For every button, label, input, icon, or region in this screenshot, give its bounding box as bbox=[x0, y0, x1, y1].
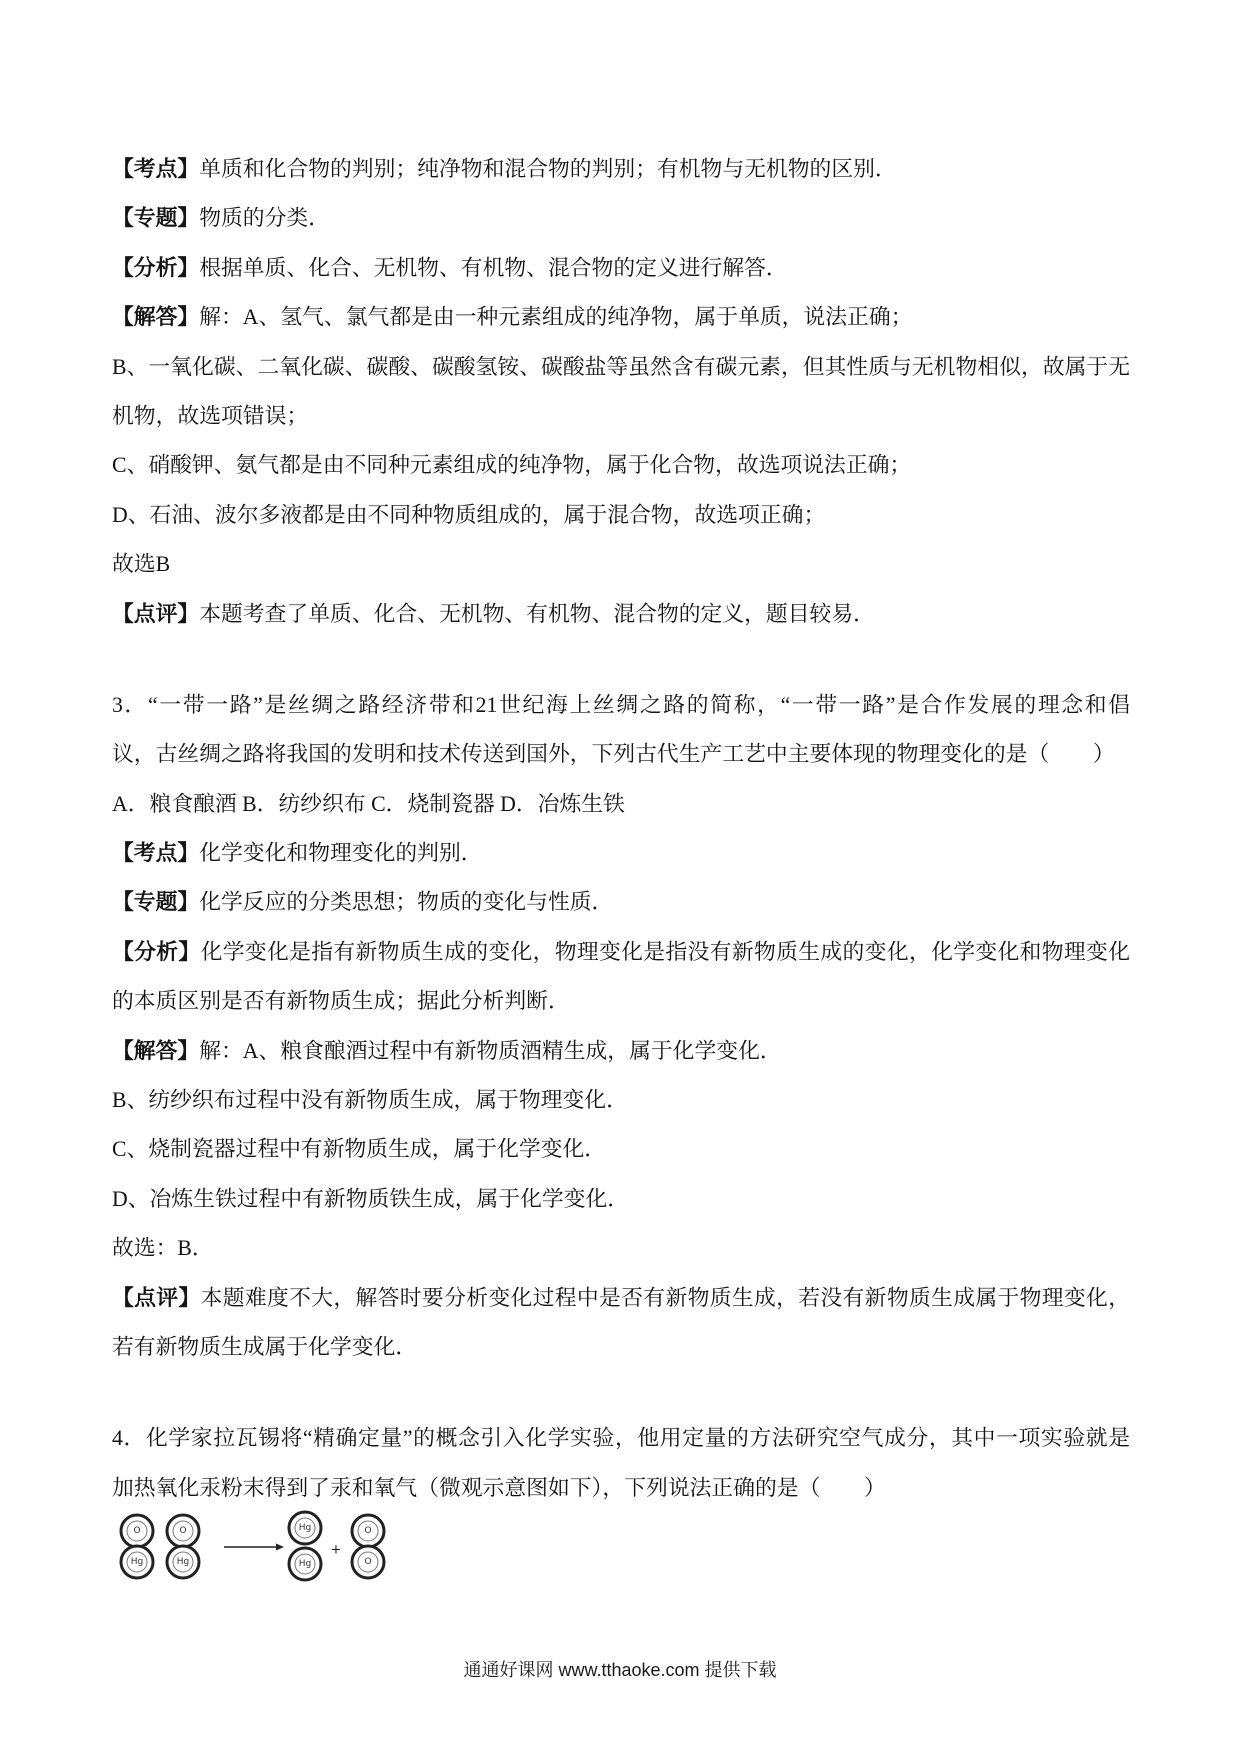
answer-label: 【解答】 bbox=[112, 305, 200, 330]
mercury-atom bbox=[289, 1548, 321, 1580]
q2-test-point bbox=[112, 145, 1130, 194]
plus-sign: + bbox=[330, 1542, 342, 1558]
oxygen-atom-label: O bbox=[364, 1526, 372, 1536]
comment-label: 【点评】 bbox=[112, 1285, 201, 1310]
comment-text: 本题考查了单质、化合、无机物、有机物、混合物的定义，题目较易． bbox=[199, 601, 875, 626]
q2-answer-line: B、一氧化碳、二氧化碳、碳酸、碳酸氢铵、碳酸盐等虽然含有碳元素，但其性质与无机物相似，故属于无 bbox=[112, 354, 1130, 379]
oxygen-atom-label: O bbox=[364, 1557, 372, 1567]
q3-answer-line bbox=[112, 1027, 1130, 1076]
q2-answer-line bbox=[112, 293, 1130, 342]
comment-label: 【点评】 bbox=[112, 601, 200, 626]
mercury-atom bbox=[289, 1512, 321, 1544]
mercury-atom-label: Hg bbox=[130, 1557, 144, 1567]
test-point-label: 【考点】 bbox=[112, 841, 200, 866]
mercury-oxide-molecule bbox=[121, 1515, 153, 1578]
q2-answer-line: D、石油、波尔多液都是由不同种物质组成的，属于混合物，故选项正确； bbox=[112, 502, 826, 527]
q3-analysis bbox=[112, 928, 1130, 977]
test-point-text: 化学变化和物理变化的判别． bbox=[199, 841, 483, 866]
oxygen-molecule bbox=[352, 1515, 384, 1578]
topic-label: 【专题】 bbox=[112, 206, 200, 231]
analysis-label: 【分析】 bbox=[112, 255, 200, 280]
q2-solution bbox=[112, 145, 1130, 639]
q2-answer-line: C、硝酸钾、氨气都是由不同种元素组成的纯净物，属于化合物，故选项说法正确； bbox=[112, 453, 912, 478]
q3-choice: 故选：B． bbox=[112, 1236, 214, 1261]
q3 bbox=[112, 681, 1130, 1372]
q3-topic bbox=[112, 878, 1130, 927]
q3-analysis-line: 的本质区别是否有新物质生成；据此分析判断． bbox=[112, 989, 570, 1014]
q3-comment bbox=[112, 1274, 1130, 1323]
mercury-atom-label: Hg bbox=[176, 1557, 190, 1567]
document-body bbox=[112, 145, 1130, 1513]
q2-choice: 故选B bbox=[112, 552, 171, 577]
q3-answer-line: C、烧制瓷器过程中有新物质生成，属于化学变化． bbox=[112, 1137, 607, 1162]
q3-test-point bbox=[112, 829, 1130, 878]
q3-stem-line: 议，古丝绸之路将我国的发明和技术传送到国外，下列古代生产工艺中主要体现的物理变化的是（ ） bbox=[112, 742, 1115, 767]
q2-analysis bbox=[112, 244, 1130, 293]
q4-stem-line: 加热氧化汞粉末得到了汞和氧气（微观示意图如下），下列说法正确的是（ ） bbox=[112, 1475, 886, 1500]
q3-options: A．粮食酿酒 B．纺纱织布 C．烧制瓷器 D．冶炼生铁 bbox=[112, 791, 625, 816]
test-point-text: 单质和化合物的判别；纯净物和混合物的判别；有机物与无机物的区别． bbox=[199, 157, 897, 181]
comment-text: 本题难度不大，解答时要分析变化过程中是否有新物质生成，若没有新物质生成属于物理变化， bbox=[200, 1285, 1130, 1310]
q3-answer-line: D、冶炼生铁过程中有新物质铁生成，属于化学变化． bbox=[112, 1186, 630, 1211]
mercury-atom-label: Hg bbox=[298, 1559, 312, 1569]
q3-stem-line: 3．“一带一路”是丝绸之路经济带和21世纪海上丝绸之路的简称，“一带一路”是合作发展的理念和倡 bbox=[112, 692, 1130, 717]
analysis-text: 化学变化是指有新物质生成的变化，物理变化是指没有新物质生成的变化，化学变化和物理变化 bbox=[200, 939, 1130, 964]
topic-text: 物质的分类． bbox=[199, 206, 330, 231]
q2-topic bbox=[112, 194, 1130, 243]
analysis-text: 根据单质、化合、无机物、有机物、混合物的定义进行解答． bbox=[199, 255, 788, 280]
analysis-label: 【分析】 bbox=[112, 939, 201, 964]
reaction-diagram bbox=[100, 1500, 430, 1590]
q4-stem-line: 4．化学家拉瓦锡将“精确定量”的概念引入化学实验，他用定量的方法研究空气成分，其中一项实验就是 bbox=[112, 1426, 1130, 1451]
topic-label: 【专题】 bbox=[112, 890, 200, 915]
mercury-oxide-molecule bbox=[167, 1515, 199, 1578]
oxygen-atom-label: O bbox=[133, 1526, 141, 1536]
q2-answer-line: 机物，故选项错误； bbox=[112, 403, 309, 428]
mercury-atom-label: Hg bbox=[298, 1523, 312, 1533]
answer-text: 解：A、氢气、氯气都是由一种元素组成的纯净物，属于单质，说法正确； bbox=[199, 305, 913, 330]
q2-comment bbox=[112, 590, 1130, 639]
q3-comment-line: 若有新物质生成属于化学变化． bbox=[112, 1334, 418, 1359]
test-point-label: 【考点】 bbox=[112, 157, 200, 181]
q4 bbox=[112, 1414, 1130, 1513]
oxygen-atom-label: O bbox=[179, 1526, 187, 1536]
reaction-arrow bbox=[224, 1544, 284, 1551]
q3-answer-line: B、纺纱织布过程中没有新物质生成，属于物理变化． bbox=[112, 1088, 628, 1113]
page-footer: 通通好课网 www.tthaoke.com 提供下载 bbox=[463, 1660, 777, 1680]
topic-text: 化学反应的分类思想；物质的变化与性质． bbox=[199, 890, 614, 915]
answer-text: 解：A、粮食酿酒过程中有新物质酒精生成，属于化学变化． bbox=[199, 1038, 782, 1063]
answer-label: 【解答】 bbox=[112, 1038, 200, 1063]
